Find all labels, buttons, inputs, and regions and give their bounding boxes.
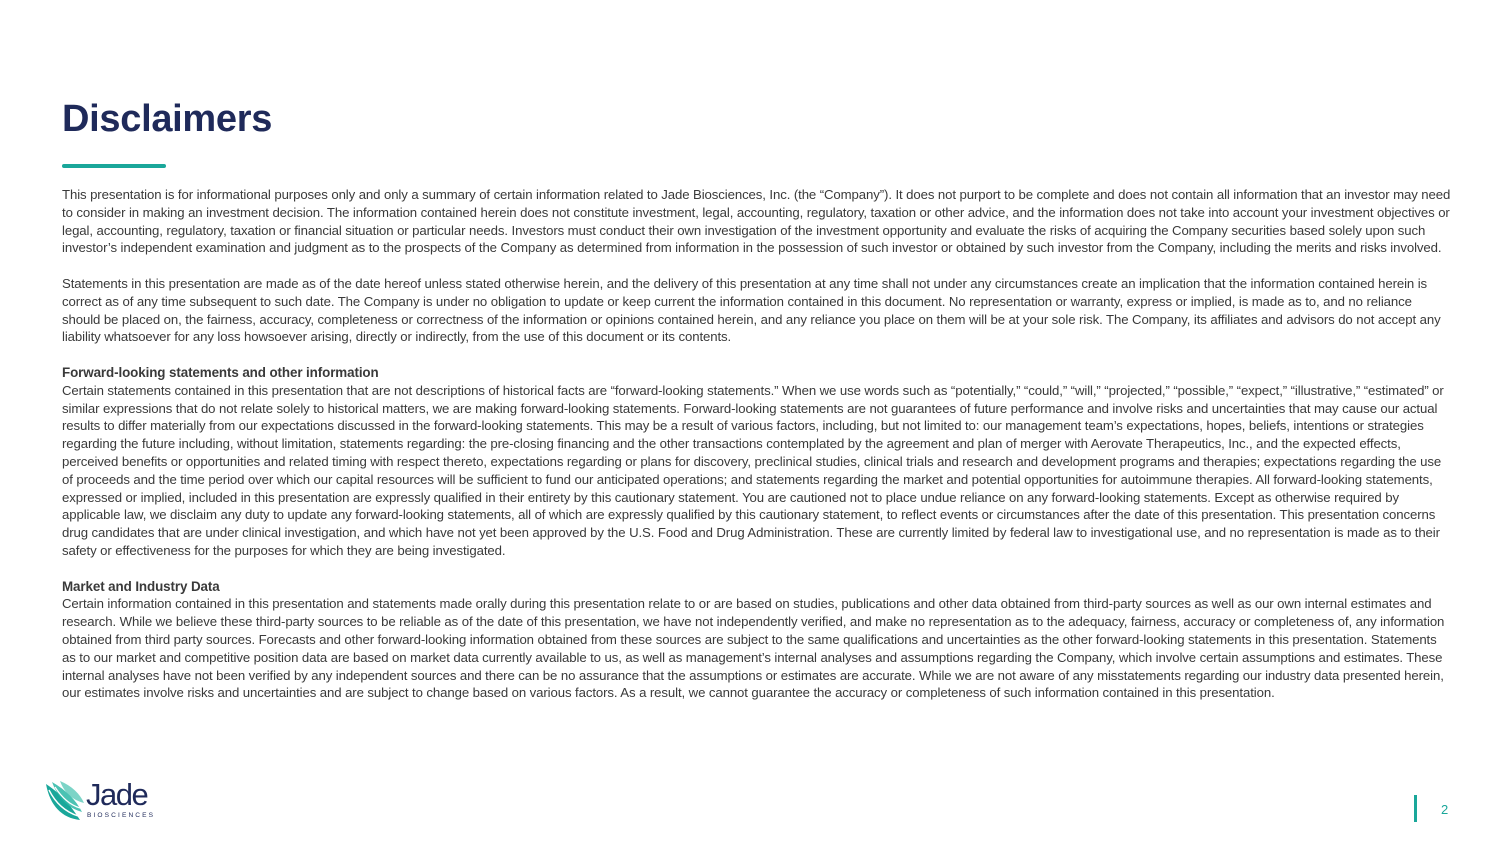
page-title: Disclaimers bbox=[62, 98, 273, 140]
page-number: 2 bbox=[1441, 802, 1449, 817]
disclaimer-body bbox=[62, 186, 1452, 720]
market-data-heading: Market and Industry Data bbox=[62, 578, 220, 594]
market-data-paragraph: Certain information contained in this presentation and statements made orally during this presentation relate to or are based on studies, publications and other data obtained from third-party sources as well as our own internal estimates and research. While we believe these third-party sources to be reliable as of the date of this presentation, we have not independently verified, and make no representation as to the adequacy, fairness, accuracy or completeness of, any information obtained from third party sources. Forecasts and other forward-looking information obtained from these sources are subject to the same qualifications and uncertainties as the other forward-looking statements in this presentation. Statements as to our market and competitive position data are based on market data currently available to us, as well as management’s internal analyses and assumptions regarding the Company, which involve certain assumptions and estimates. These internal analyses have not been verified by any independent sources and there can be no assurance that the assumptions or estimates are accurate. While we are not aware of any misstatements regarding our industry data presented herein, our estimates involve risks and uncertainties and are subject to change based on various factors. As a result, we cannot guarantee the accuracy or completeness of such information contained in this presentation. bbox=[62, 596, 1445, 701]
title-underline bbox=[62, 164, 166, 168]
company-logo bbox=[42, 778, 172, 824]
forward-looking-heading: Forward-looking statements and other information bbox=[62, 364, 379, 380]
statements-paragraph: Statements in this presentation are made as of the date hereof unless stated otherwise herein, and the delivery of this presentation at any time shall not under any circumstances create an implication that the information contained herein is correct as of any time subsequent to such date. The Company is under no obligation to update or keep current the information contained in this document. No representation or warranty, express or implied, is made as to, and no reliance should be placed on, the fairness, accuracy, completeness or correctness of the information or opinions contained herein, and any reliance you place on them will be at your sole risk. The Company, its affiliates and advisors do not accept any liability whatsoever for any loss howsoever arising, directly or indirectly, from the use of this document or its contents. bbox=[62, 275, 1441, 345]
intro-paragraph: This presentation is for informational purposes only and only a summary of certain information related to Jade Biosciences, Inc. (the “Company”). It does not purport to be complete and does not contain all information that an investor may need to consider in making an investment decision. The information contained herein does not constitute investment, legal, accounting, regulatory, taxation or other advice, and the information does not take into account your investment objectives or legal, accounting, regulatory, taxation or financial situation or particular needs. Investors must conduct their own investigation of the investment opportunity and evaluate the risks of acquiring the Company securities based solely upon such investor’s independent examination and judgment as to the prospects of the Company as determined from information in the possession of such investor or obtained by such investor from the Company, including the merits and risks involved. bbox=[62, 187, 1451, 256]
logo-subtext: BIOSCIENCES bbox=[87, 812, 156, 819]
jade-leaf-icon bbox=[42, 778, 86, 824]
logo-wordmark: Jade bbox=[86, 777, 148, 812]
forward-looking-paragraph: Certain statements contained in this presentation that are not descriptions of historical facts are “forward-looking statements.” When we use words such as “potentially,” “could,” “will,” “projected,” “possible,” “expect,” “illustrative,” “estimated” or similar expressions that do not relate solely to historical matters, we are making forward-looking statements. Forward-looking statements are not guarantees of future performance and involve risks and uncertainties that may cause our actual results to differ materially from our expectations discussed in the forward-looking statements. This may be a result of various factors, including, but not limited to: our management team’s expectations, hopes, beliefs, intentions or strategies regarding the future including, without limitation, statements regarding: the pre-closing financing and the other transactions contemplated by the agreement and plan of merger with Aerovate Therapeutics, Inc., and the expected effects, perceived benefits or opportunities and related timing with respect thereto, expectations regarding or plans for discovery, preclinical studies, clinical trials and research and development programs and therapies; expectations regarding the use of proceeds and the time period over which our capital resources will be sufficient to fund our anticipated operations; and statements regarding the market and potential opportunities for autoimmune therapies. All forward-looking statements, expressed or implied, included in this presentation are expressly qualified in their entirety by this cautionary statement. You are cautioned not to place undue reliance on any forward-looking statements. Except as otherwise required by applicable law, we disclaim any duty to update any forward-looking statements, all of which are expressly qualified by this cautionary statement, to reflect events or circumstances after the date of this presentation. This presentation concerns drug candidates that are under clinical investigation, and which have not yet been approved by the U.S. Food and Drug Administration. These are currently limited by federal law to investigational use, and no representation is made as to their safety or effectiveness for the purposes for which they are being investigated. bbox=[62, 382, 1444, 558]
page-number-divider bbox=[1414, 795, 1417, 822]
